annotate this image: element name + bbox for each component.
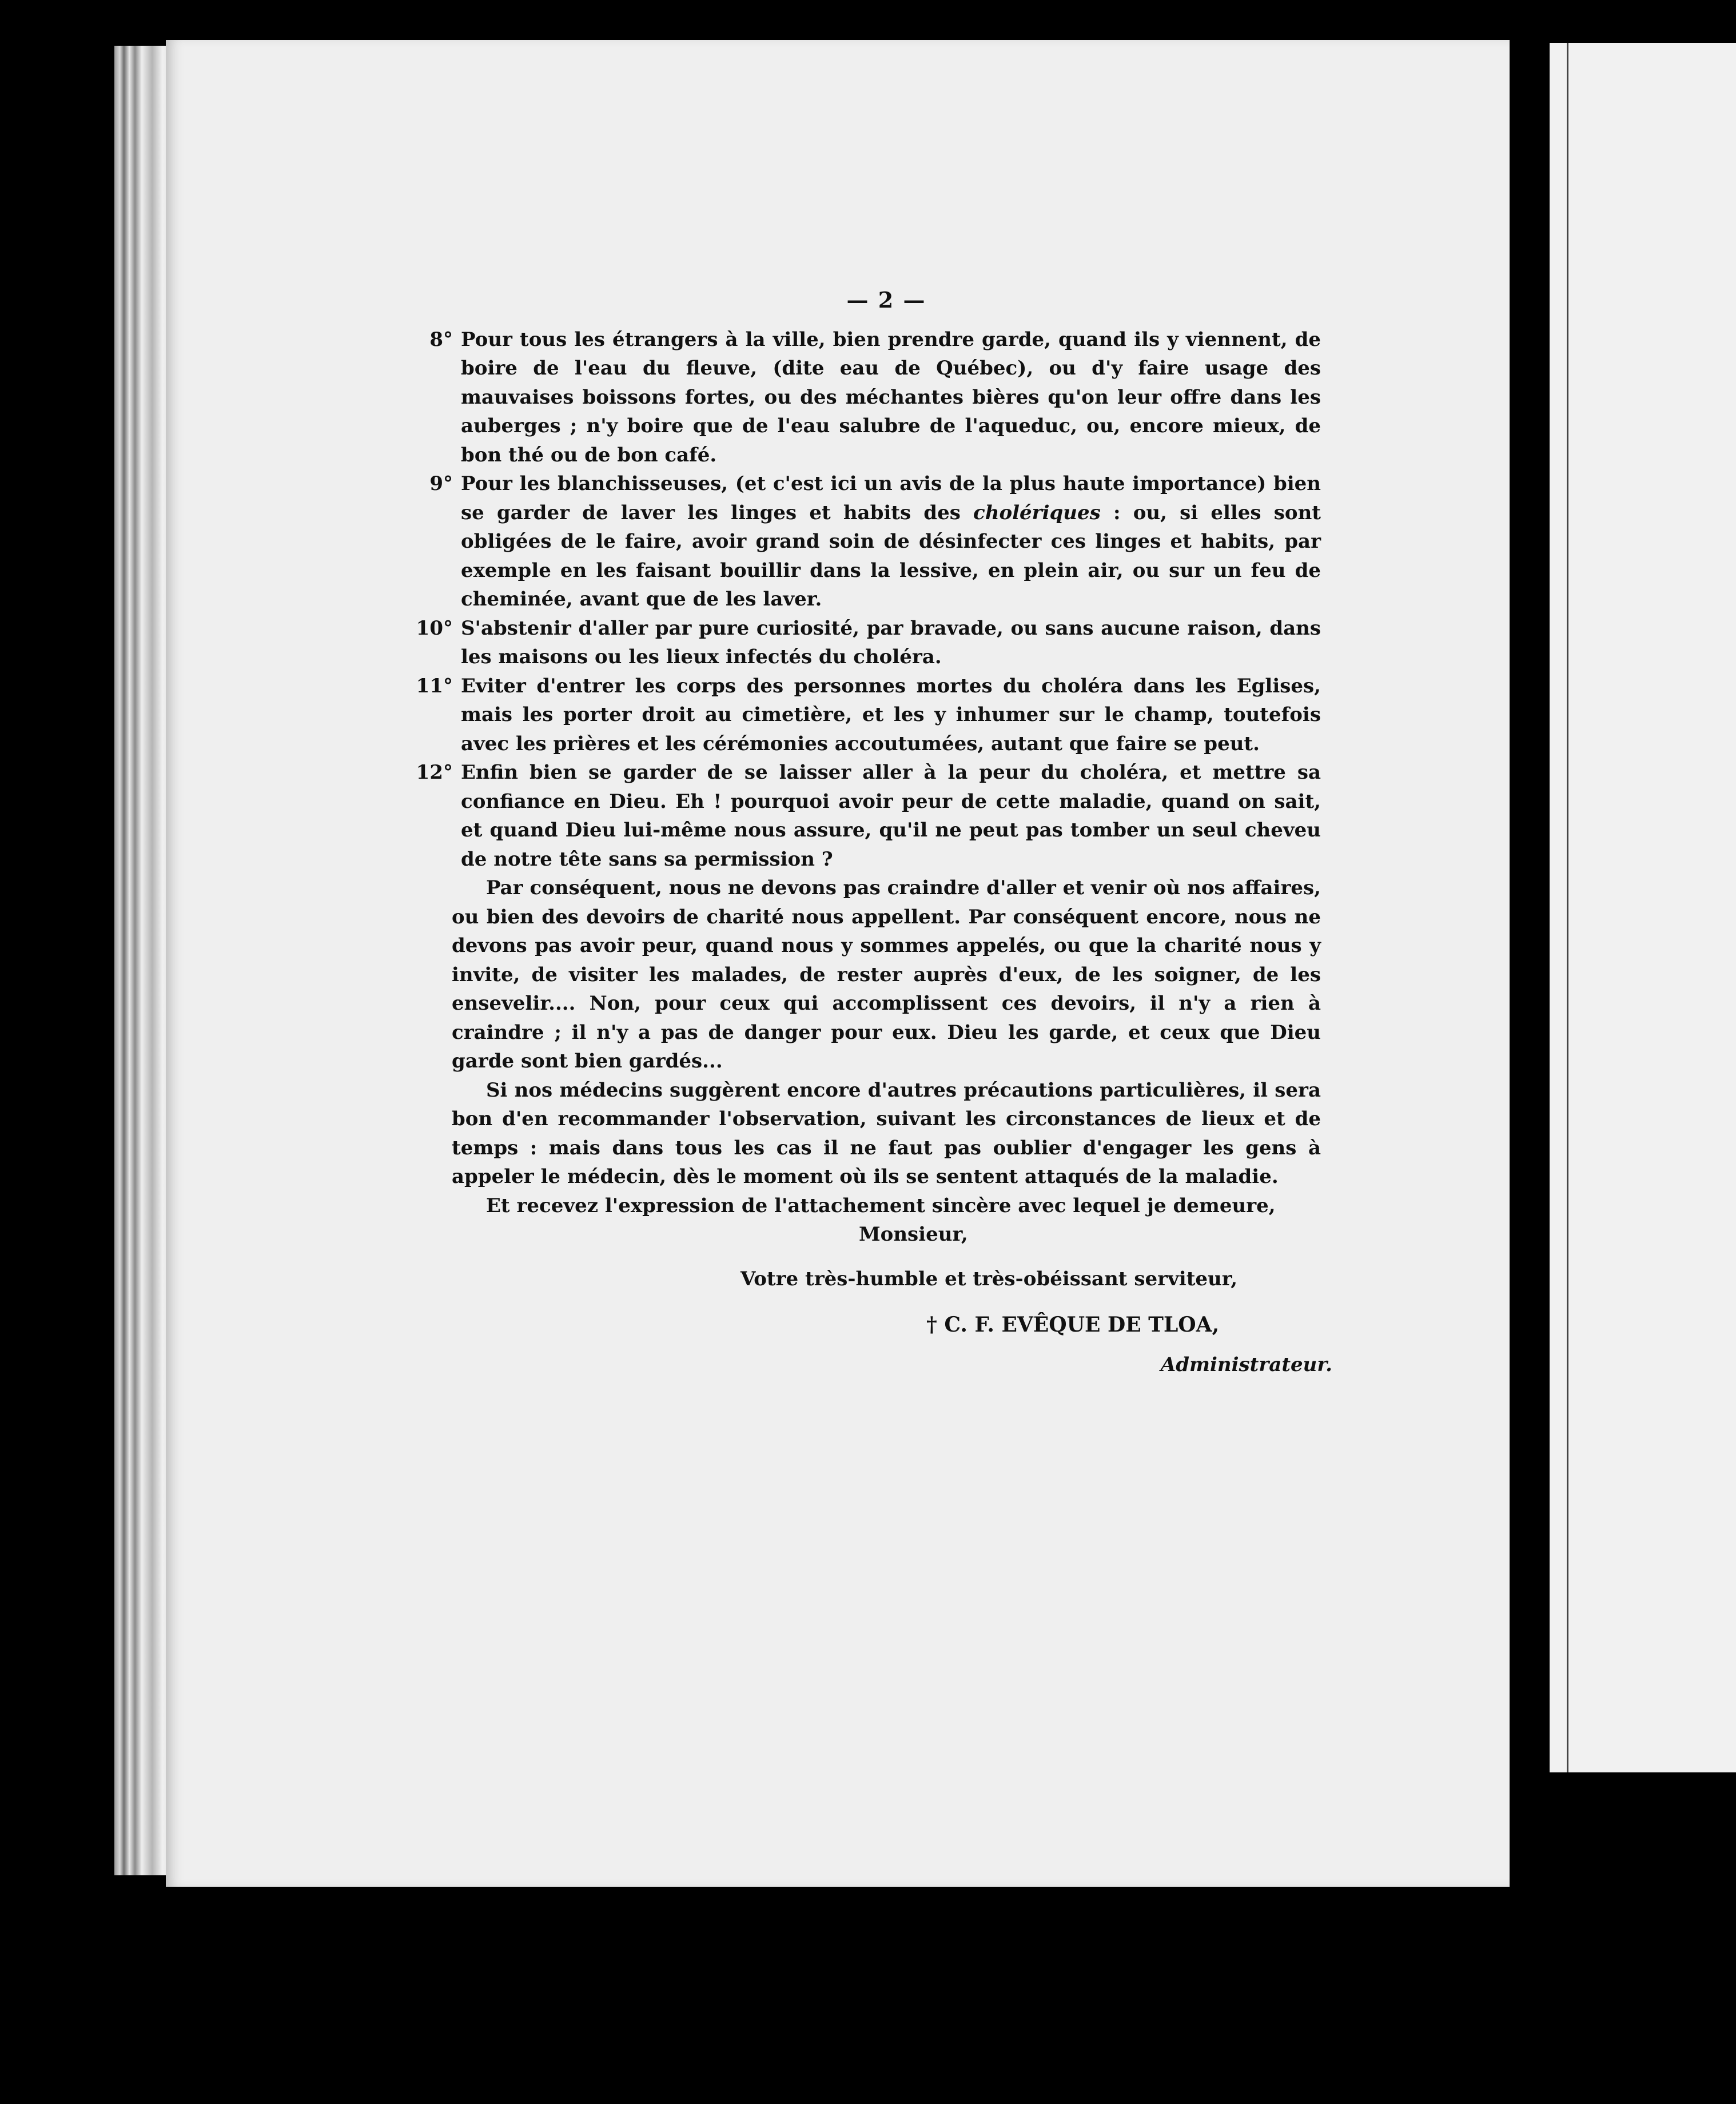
item-number: 12° [416, 761, 453, 784]
item-number: 9° [429, 472, 453, 495]
item-text-part: Pour les blanchisseuses, (et c'est ici un avis de la plus haute importance) bien se garder de laver les linges et habits des [461, 472, 1321, 524]
item-text [461, 469, 1321, 614]
servant-line: Votre très-humble et très-obéissant serviteur, [740, 1268, 1238, 1290]
item-number: 10° [416, 616, 453, 640]
adjacent-page-edge [1567, 43, 1568, 1772]
signer-title: Administrateur. [1160, 1353, 1332, 1376]
body-paragraph: Par conséquent, nous ne devons pas craindre d'aller et venir où nos affaires, ou bien des devoirs de charité nous appellent. Par conséquent encore, nous ne devons pas avoir peur, quand nous y sommes appelés, ou que la charité nous y invite, de visiter les malades, de rester auprès d'eux, de les soigner, de les ensevelir.... Non, pour ceux qui accomplissent ces devoirs, il n'y a rien à craindre ; il n'y a pas de danger pour eux. Dieu les garde, et ceux que Dieu garde sont bien gardés... [452, 876, 1321, 1073]
signature-block [452, 1220, 1332, 1403]
list-item [429, 469, 1321, 614]
adjacent-page [1550, 43, 1736, 1772]
item-number: 8° [429, 328, 453, 351]
item-text-part: : ou, si elles sont obligées de le faire, avoir grand soin de désinfecter ces linges et habits, par exemple en les faisant bouillir dans la lessive, en plein air, ou sur un feu de cheminée, avant que de les laver. [461, 501, 1321, 611]
signer-name: † C. F. EVÊQUE DE TLOA, [926, 1313, 1220, 1337]
item-text: Eviter d'entrer les corps des personnes mortes du choléra dans les Eglises, mais les porter droit au cimetière, et les y inhumer sur le champ, toutefois avec les prières et les cérémonies accoutumées, autant que faire se peut. [461, 674, 1321, 755]
list-item [429, 325, 1321, 470]
list-item [416, 672, 1321, 759]
page-number: — 2 — [846, 287, 926, 313]
list-item [416, 614, 1321, 672]
salutation: Monsieur, [859, 1223, 968, 1246]
document-body [416, 286, 1332, 1403]
list-item [416, 758, 1321, 874]
item-text: S'abstenir d'aller par pure curiosité, par bravade, ou sans aucune raison, dans les maisons ou les lieux infectés du choléra. [461, 616, 1321, 668]
body-paragraph: Si nos médecins suggèrent encore d'autres précautions particulières, il sera bon d'en recommander l'observation, suivant les circonstances de lieux et de temps : mais dans tous les cas il ne faut pas oublier d'engager les gens à appeler le médecin, dès le moment où ils se sentent attaqués de la maladie. [452, 1078, 1321, 1188]
item-text: Pour tous les étrangers à la ville, bien prendre garde, quand ils y viennent, de boire de l'eau du fleuve, (dite eau de Québec), ou d'y faire usage des mauvaises boissons fortes, ou des méchantes bières qu'on leur offre dans les auberges ; n'y boire que de l'eau salubre de l'aqueduc, ou, encore mieux, de bon thé ou de bon café. [461, 328, 1321, 467]
item-number: 11° [416, 674, 453, 698]
item-text: Enfin bien se garder de se laisser aller à la peur du choléra, et mettre sa confiance en Dieu. Eh ! pourquoi avoir peur de cette maladie, quand on sait, et quand Dieu lui-même nous assure, qu'il ne peut pas tomber un seul cheveu de notre tête sans sa permission ? [461, 761, 1321, 871]
closing-line: Et recevez l'expression de l'attachement sincère avec lequel je demeure, [486, 1194, 1276, 1217]
emphasized-word: cholériques [973, 501, 1101, 524]
